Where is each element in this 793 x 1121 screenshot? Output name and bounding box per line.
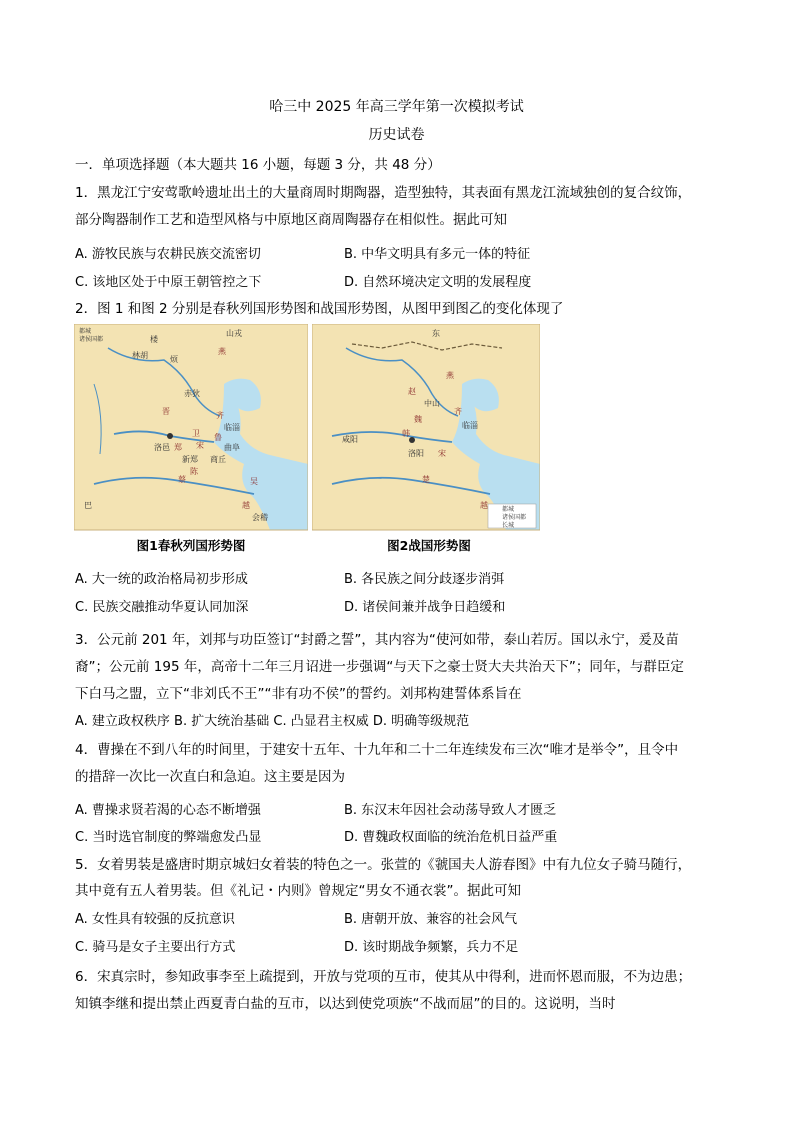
exam-title: 哈三中 2025 年高三学年第一次模拟考试 xyxy=(269,99,524,115)
map1-label: 新郑 xyxy=(182,455,198,464)
map1-label: 越 xyxy=(242,501,250,510)
q5-option-b[interactable]: B. 唐朝开放、兼容的社会风气 xyxy=(344,912,518,927)
q2-option-d[interactable]: D. 诸侯间兼并战争日趋缓和 xyxy=(344,600,506,615)
q2-option-a[interactable]: A. 大一统的政治格局初步形成 xyxy=(75,572,248,587)
map1-label: 吴 xyxy=(250,477,258,486)
map1-label: 陈 xyxy=(190,467,198,476)
map1-label: 会稽 xyxy=(252,513,268,522)
map1-caption: 图1春秋列国形势图 xyxy=(136,538,246,553)
map2-label: 韩 xyxy=(402,429,410,438)
exam-subtitle: 历史试卷 xyxy=(368,127,425,143)
map1-label: 郑 xyxy=(174,443,182,452)
map2-label: 燕 xyxy=(446,371,454,380)
map2-label: 中山 xyxy=(424,399,440,408)
map2-label: 宋 xyxy=(438,449,446,458)
map1-legend-capital: 都城 xyxy=(79,328,92,335)
map1-label: 晋 xyxy=(162,407,170,416)
q1-option-a[interactable]: A. 游牧民族与农耕民族交流密切 xyxy=(75,247,261,262)
q5-option-a[interactable]: A. 女性具有较强的反抗意识 xyxy=(75,912,235,927)
map1-label: 燕 xyxy=(218,347,226,356)
map2-legend-great-wall: 长城 xyxy=(502,522,515,529)
map1-label: 曲阜 xyxy=(224,443,240,452)
map2-label: 齐 xyxy=(454,407,462,416)
q3-stem-line1: 3．公元前 201 年，刘邦与功臣签订“封爵之誓”，其内容为“使河如带，泰山若厉。国以永宁，爰及苗 xyxy=(75,632,679,648)
map-warring-states xyxy=(312,324,546,556)
q5-option-d[interactable]: D. 该时期战争频繁，兵力不足 xyxy=(344,940,519,955)
q1-option-c[interactable]: C. 该地区处于中原王朝管控之下 xyxy=(75,275,262,290)
q1-option-d[interactable]: D. 自然环境决定文明的发展程度 xyxy=(344,275,532,290)
map1-label: 山戎 xyxy=(226,329,242,338)
map2-label: 魏 xyxy=(414,415,422,424)
map1-label: 巴 xyxy=(84,501,92,510)
map1-label: 宋 xyxy=(196,441,204,450)
q4-stem-line1: 4．曹操在不到八年的时间里，于建安十五年、十九年和二十二年连续发布三次“唯才是举令”，且令中 xyxy=(75,742,679,758)
map-spring-autumn-graphic xyxy=(74,324,308,556)
map2-legend xyxy=(502,506,526,530)
map1-label: 楼 xyxy=(150,335,158,344)
q2-option-b[interactable]: B. 各民族之间分歧逐步消弭 xyxy=(344,572,505,587)
map2-label: 楚 xyxy=(422,475,430,484)
q4-option-a[interactable]: A. 曹操求贤若渴的心态不断增强 xyxy=(75,803,261,818)
q5-stem-line2: 其中竟有五人着男装。但《礼记・内则》曾规定“男女不通衣裳”。据此可知 xyxy=(75,883,521,899)
map1-legend-state-capital: 诸侯国都 xyxy=(79,336,104,343)
map1-label: 卫 xyxy=(192,429,200,438)
map1-label: 鲁 xyxy=(214,433,222,442)
q4-option-d[interactable]: D. 曹魏政权面临的统治危机日益严重 xyxy=(344,830,558,845)
map1-label: 临淄 xyxy=(224,423,240,432)
map2-caption: 图2战国形势图 xyxy=(387,538,471,553)
map1-label: 林胡 xyxy=(132,351,148,360)
map2-label: 洛阳 xyxy=(408,449,424,458)
q6-stem-line1: 6．宋真宗时，参知政事李至上疏提到，开放与党项的互市，使其从中得利，进而怀恩而服，不为边患； xyxy=(75,969,692,985)
map-spring-autumn xyxy=(74,324,308,556)
q1-stem-line1: 1．黑龙江宁安莺歌岭遗址出土的大量商周时期陶器，造型独特，其表面有黑龙江流域独创的复合纹饰， xyxy=(75,185,692,201)
map2-label: 越 xyxy=(480,501,488,510)
q3-options[interactable]: A. 建立政权秩序 B. 扩大统治基础 C. 凸显君主权威 D. 明确等级规范 xyxy=(75,714,470,729)
section-heading: 一．单项选择题（本大题共 16 小题，每题 3 分，共 48 分） xyxy=(75,157,441,173)
q3-stem-line2: 裔”；公元前 195 年，高帝十二年三月诏进一步强调“与天下之豪士贤大夫共治天下”；同年，与群臣定 xyxy=(75,659,684,675)
q2-maps xyxy=(74,324,540,556)
map2-legend-state-capital: 诸侯国都 xyxy=(502,514,527,521)
q1-stem-line2: 部分陶器制作工艺和造型风格与中原地区商周陶器存在相似性。据此可知 xyxy=(75,212,507,228)
q2-stem-line1: 2．图 1 和图 2 分别是春秋列国形势图和战国形势图，从图甲到图乙的变化体现了 xyxy=(75,301,564,317)
q4-stem-line2: 的措辞一次比一次直白和急迫。这主要是因为 xyxy=(75,769,345,785)
map2-legend-capital: 都城 xyxy=(502,506,515,513)
map2-label: 东 xyxy=(432,329,440,338)
map1-label: 赤狄 xyxy=(184,389,200,398)
q5-stem-line1: 5．女着男装是盛唐时期京城妇女着装的特色之一。张萱的《虢国夫人游春图》中有九位女子骑马随行， xyxy=(75,857,692,873)
map1-legend xyxy=(79,328,103,344)
q6-stem-line2: 知镇李继和提出禁止西夏青白盐的互市，以达到使党项族“不战而屈”的目的。这说明，当时 xyxy=(75,996,616,1012)
q3-stem-line3: 下白马之盟，立下“非刘氏不王”“非有功不侯”的誓约。刘邦构建誓体系旨在 xyxy=(75,686,522,702)
map1-label: 齐 xyxy=(216,411,224,420)
q2-option-c[interactable]: C. 民族交融推动华夏认同加深 xyxy=(75,600,249,615)
map1-label: 洛邑 xyxy=(154,443,170,452)
q4-option-c[interactable]: C. 当时选官制度的弊端愈发凸显 xyxy=(75,830,262,845)
q4-option-b[interactable]: B. 东汉末年因社会动荡导致人才匮乏 xyxy=(344,803,557,818)
map2-label: 临淄 xyxy=(462,421,478,430)
map2-label: 咸阳 xyxy=(342,435,358,444)
map1-label: 商丘 xyxy=(210,455,226,464)
q5-option-c[interactable]: C. 骑马是女子主要出行方式 xyxy=(75,940,236,955)
map2-label: 赵 xyxy=(408,387,416,396)
map1-label: 蔡 xyxy=(178,475,186,484)
map1-label: 烦 xyxy=(170,355,178,364)
q1-option-b[interactable]: B. 中华文明具有多元一体的特征 xyxy=(344,247,531,262)
